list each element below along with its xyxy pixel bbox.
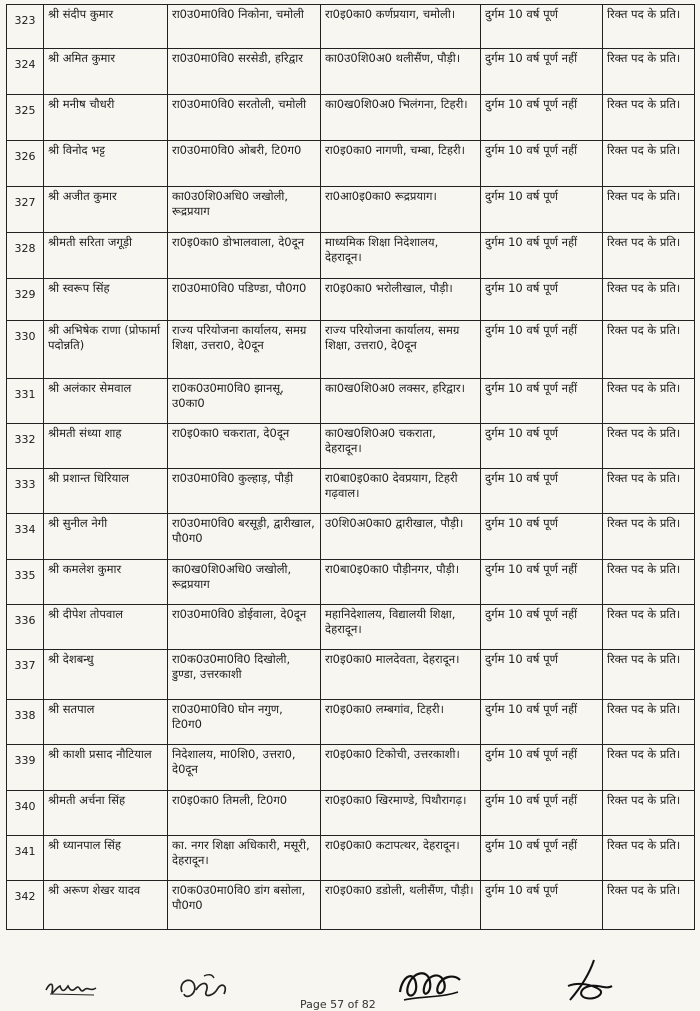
new-posting-cell: रा0इ0का0 डडोली, थलीसैंण, पौड़ी।: [321, 881, 481, 930]
table-row: [7, 279, 695, 321]
new-posting-cell: का0ख0शि0अ0 लक्सर, हरिद्वार।: [321, 379, 481, 424]
new-posting-cell: रा0इ0का0 भरोलीखाल, पौड़ी।: [321, 279, 481, 321]
teacher-name-cell: श्री सतपाल: [44, 700, 168, 745]
table-row: [7, 469, 695, 514]
table-row: [7, 605, 695, 650]
reason-cell: दुर्गम 10 वर्ष पूर्ण नहीं: [481, 836, 603, 881]
table-row: [7, 560, 695, 605]
current-posting-cell: रा0उ0मा0वि0 सरतोली, चमोली: [168, 95, 321, 141]
vacancy-cell: रिक्त पद के प्रति।: [603, 279, 695, 321]
reason-cell: दुर्गम 10 वर्ष पूर्ण नहीं: [481, 233, 603, 279]
serial-number-cell: 327: [7, 187, 44, 233]
teacher-name-cell: श्री देशबन्धु: [44, 650, 168, 700]
teacher-name-cell: श्री मनीष चौधरी: [44, 95, 168, 141]
vacancy-cell: रिक्त पद के प्रति।: [603, 514, 695, 560]
table-row: [7, 379, 695, 424]
reason-cell: दुर्गम 10 वर्ष पूर्ण: [481, 514, 603, 560]
teacher-name-cell: श्री अरूण शेखर यादव: [44, 881, 168, 930]
teacher-name-cell: श्रीमती संध्या शाह: [44, 424, 168, 469]
reason-cell: दुर्गम 10 वर्ष पूर्ण नहीं: [481, 321, 603, 379]
serial-number-cell: 328: [7, 233, 44, 279]
reason-cell: दुर्गम 10 वर्ष पूर्ण नहीं: [481, 791, 603, 836]
table-row: [7, 745, 695, 791]
vacancy-cell: रिक्त पद के प्रति।: [603, 187, 695, 233]
reason-cell: दुर्गम 10 वर्ष पूर्ण: [481, 279, 603, 321]
new-posting-cell: राज्य परियोजना कार्यालय, समग्र शिक्षा, उत्तरा0, दे0दून: [321, 321, 481, 379]
vacancy-cell: रिक्त पद के प्रति।: [603, 233, 695, 279]
serial-number-cell: 324: [7, 49, 44, 95]
table-row: [7, 187, 695, 233]
teacher-name-cell: श्री अभिषेक राणा (प्रोफार्मा पदोन्नति): [44, 321, 168, 379]
current-posting-cell: रा0उ0मा0वि0 निकोना, चमोली: [168, 5, 321, 49]
new-posting-cell: उ0शि0अ0का0 द्वारीखाल, पौड़ी।: [321, 514, 481, 560]
new-posting-cell: रा0इ0का0 लम्बगांव, टिहरी।: [321, 700, 481, 745]
serial-number-cell: 325: [7, 95, 44, 141]
vacancy-cell: रिक्त पद के प्रति।: [603, 469, 695, 514]
reason-cell: दुर्गम 10 वर्ष पूर्ण: [481, 650, 603, 700]
new-posting-cell: का0ख0शि0अ0 भिलंगना, टिहरी।: [321, 95, 481, 141]
serial-number-cell: 333: [7, 469, 44, 514]
table-row: [7, 836, 695, 881]
vacancy-cell: रिक्त पद के प्रति।: [603, 49, 695, 95]
table-row: [7, 700, 695, 745]
new-posting-cell: रा0इ0का0 खिरमाण्डे, पिथौरागढ़।: [321, 791, 481, 836]
vacancy-cell: रिक्त पद के प्रति।: [603, 881, 695, 930]
teacher-name-cell: श्री संदीप कुमार: [44, 5, 168, 49]
signature-2: [176, 972, 236, 1006]
vacancy-cell: रिक्त पद के प्रति।: [603, 560, 695, 605]
teacher-name-cell: श्रीमती सरिता जगूड़ी: [44, 233, 168, 279]
teacher-name-cell: श्री ध्यानपाल सिंह: [44, 836, 168, 881]
current-posting-cell: रा0उ0मा0वि0 डोईवाला, दे0दून: [168, 605, 321, 650]
reason-cell: दुर्गम 10 वर्ष पूर्ण: [481, 187, 603, 233]
transfer-list-sheet: [6, 4, 694, 930]
new-posting-cell: माध्यमिक शिक्षा निदेशालय, देहरादून।: [321, 233, 481, 279]
reason-cell: दुर्गम 10 वर्ष पूर्ण नहीं: [481, 95, 603, 141]
reason-cell: दुर्गम 10 वर्ष पूर्ण: [481, 881, 603, 930]
teacher-name-cell: श्री अमित कुमार: [44, 49, 168, 95]
reason-cell: दुर्गम 10 वर्ष पूर्ण नहीं: [481, 745, 603, 791]
teacher-name-cell: श्रीमती अर्चना सिंह: [44, 791, 168, 836]
signature-3: [394, 962, 466, 1006]
new-posting-cell: महानिदेशालय, विद्यालयी शिक्षा, देहरादून।: [321, 605, 481, 650]
current-posting-cell: निदेशालय, मा0शि0, उत्तरा0, दे0दून: [168, 745, 321, 791]
current-posting-cell: का. नगर शिक्षा अधिकारी, मसूरी, देहरादून।: [168, 836, 321, 881]
reason-cell: दुर्गम 10 वर्ष पूर्ण नहीं: [481, 141, 603, 187]
teacher-name-cell: श्री अजीत कुमार: [44, 187, 168, 233]
vacancy-cell: रिक्त पद के प्रति।: [603, 321, 695, 379]
current-posting-cell: रा0उ0मा0वि0 घोन नगुण, टि0ग0: [168, 700, 321, 745]
reason-cell: दुर्गम 10 वर्ष पूर्ण नहीं: [481, 560, 603, 605]
signature-1: [44, 976, 104, 1000]
serial-number-cell: 335: [7, 560, 44, 605]
current-posting-cell: रा0उ0मा0वि0 सरसेडी, हरिद्वार: [168, 49, 321, 95]
vacancy-cell: रिक्त पद के प्रति।: [603, 605, 695, 650]
vacancy-cell: रिक्त पद के प्रति।: [603, 650, 695, 700]
current-posting-cell: रा0क0उ0मा0वि0 झानसू, उ0का0: [168, 379, 321, 424]
new-posting-cell: रा0इ0का0 कटापत्थर, देहरादून।: [321, 836, 481, 881]
reason-cell: दुर्गम 10 वर्ष पूर्ण नहीं: [481, 49, 603, 95]
vacancy-cell: रिक्त पद के प्रति।: [603, 5, 695, 49]
serial-number-cell: 329: [7, 279, 44, 321]
current-posting-cell: रा0क0उ0मा0वि0 दिखोली, डुण्डा, उत्तरकाशी: [168, 650, 321, 700]
teacher-name-cell: श्री सुनील नेगी: [44, 514, 168, 560]
signature-4: [556, 956, 616, 1006]
current-posting-cell: रा0इ0का0 चकराता, दे0दून: [168, 424, 321, 469]
teacher-name-cell: श्री विनोद भट्ट: [44, 141, 168, 187]
serial-number-cell: 323: [7, 5, 44, 49]
vacancy-cell: रिक्त पद के प्रति।: [603, 745, 695, 791]
reason-cell: दुर्गम 10 वर्ष पूर्ण नहीं: [481, 700, 603, 745]
current-posting-cell: रा0इ0का0 डोभालवाला, दे0दून: [168, 233, 321, 279]
table-row: [7, 514, 695, 560]
teacher-name-cell: श्री दीपेश तोपवाल: [44, 605, 168, 650]
new-posting-cell: रा0बा0इ0का0 देवप्रयाग, टिहरी गढ़वाल।: [321, 469, 481, 514]
current-posting-cell: का0ख0शि0अधि0 जखोली, रूद्रप्रयाग: [168, 560, 321, 605]
vacancy-cell: रिक्त पद के प्रति।: [603, 95, 695, 141]
current-posting-cell: रा0उ0मा0वि0 कुल्हाड़, पौड़ी: [168, 469, 321, 514]
table-row: [7, 791, 695, 836]
serial-number-cell: 326: [7, 141, 44, 187]
teacher-name-cell: श्री अलंकार सेमवाल: [44, 379, 168, 424]
transfer-table: [6, 4, 695, 930]
new-posting-cell: रा0बा0इ0का0 पौड़ीनगर, पौड़ी।: [321, 560, 481, 605]
page-number: Page 57 of 82: [300, 998, 376, 1011]
serial-number-cell: 331: [7, 379, 44, 424]
reason-cell: दुर्गम 10 वर्ष पूर्ण नहीं: [481, 605, 603, 650]
serial-number-cell: 337: [7, 650, 44, 700]
reason-cell: दुर्गम 10 वर्ष पूर्ण नहीं: [481, 379, 603, 424]
vacancy-cell: रिक्त पद के प्रति।: [603, 700, 695, 745]
current-posting-cell: रा0उ0मा0वि0 पडिण्डा, पौ0ग0: [168, 279, 321, 321]
teacher-name-cell: श्री स्वरूप सिंह: [44, 279, 168, 321]
current-posting-cell: रा0उ0मा0वि0 बरसूड़ी, द्वारीखाल, पौ0ग0: [168, 514, 321, 560]
serial-number-cell: 341: [7, 836, 44, 881]
teacher-name-cell: श्री प्रशान्त धिरियाल: [44, 469, 168, 514]
table-row: [7, 650, 695, 700]
table-row: [7, 424, 695, 469]
serial-number-cell: 330: [7, 321, 44, 379]
table-row: [7, 5, 695, 49]
table-row: [7, 233, 695, 279]
new-posting-cell: रा0इ0का0 टिकोची, उत्तरकाशी।: [321, 745, 481, 791]
current-posting-cell: का0उ0शि0अधि0 जखोली, रूद्रप्रयाग: [168, 187, 321, 233]
current-posting-cell: रा0इ0का0 तिमली, टि0ग0: [168, 791, 321, 836]
reason-cell: दुर्गम 10 वर्ष पूर्ण: [481, 469, 603, 514]
table-row: [7, 321, 695, 379]
new-posting-cell: रा0आ0इ0का0 रूद्रप्रयाग।: [321, 187, 481, 233]
current-posting-cell: रा0उ0मा0वि0 ओबरी, टि0ग0: [168, 141, 321, 187]
vacancy-cell: रिक्त पद के प्रति।: [603, 424, 695, 469]
new-posting-cell: का0ख0शि0अ0 चकराता, देहरादून।: [321, 424, 481, 469]
vacancy-cell: रिक्त पद के प्रति।: [603, 836, 695, 881]
serial-number-cell: 336: [7, 605, 44, 650]
new-posting-cell: रा0इ0का0 मालदेवता, देहरादून।: [321, 650, 481, 700]
table-row: [7, 141, 695, 187]
table-row: [7, 95, 695, 141]
vacancy-cell: रिक्त पद के प्रति।: [603, 379, 695, 424]
teacher-name-cell: श्री काशी प्रसाद नौटियाल: [44, 745, 168, 791]
vacancy-cell: रिक्त पद के प्रति।: [603, 141, 695, 187]
serial-number-cell: 339: [7, 745, 44, 791]
table-row: [7, 49, 695, 95]
new-posting-cell: रा0इ0का0 कर्णप्रयाग, चमोली।: [321, 5, 481, 49]
serial-number-cell: 334: [7, 514, 44, 560]
teacher-name-cell: श्री कमलेश कुमार: [44, 560, 168, 605]
reason-cell: दुर्गम 10 वर्ष पूर्ण: [481, 5, 603, 49]
vacancy-cell: रिक्त पद के प्रति।: [603, 791, 695, 836]
serial-number-cell: 340: [7, 791, 44, 836]
current-posting-cell: राज्य परियोजना कार्यालय, समग्र शिक्षा, उत्तरा0, दे0दून: [168, 321, 321, 379]
table-row: [7, 881, 695, 930]
reason-cell: दुर्गम 10 वर्ष पूर्ण: [481, 424, 603, 469]
current-posting-cell: रा0क0उ0मा0वि0 डांग बसोला, पौ0ग0: [168, 881, 321, 930]
serial-number-cell: 332: [7, 424, 44, 469]
serial-number-cell: 342: [7, 881, 44, 930]
new-posting-cell: का0उ0शि0अ0 थलीसैंण, पौड़ी।: [321, 49, 481, 95]
new-posting-cell: रा0इ0का0 नागणी, चम्बा, टिहरी।: [321, 141, 481, 187]
serial-number-cell: 338: [7, 700, 44, 745]
